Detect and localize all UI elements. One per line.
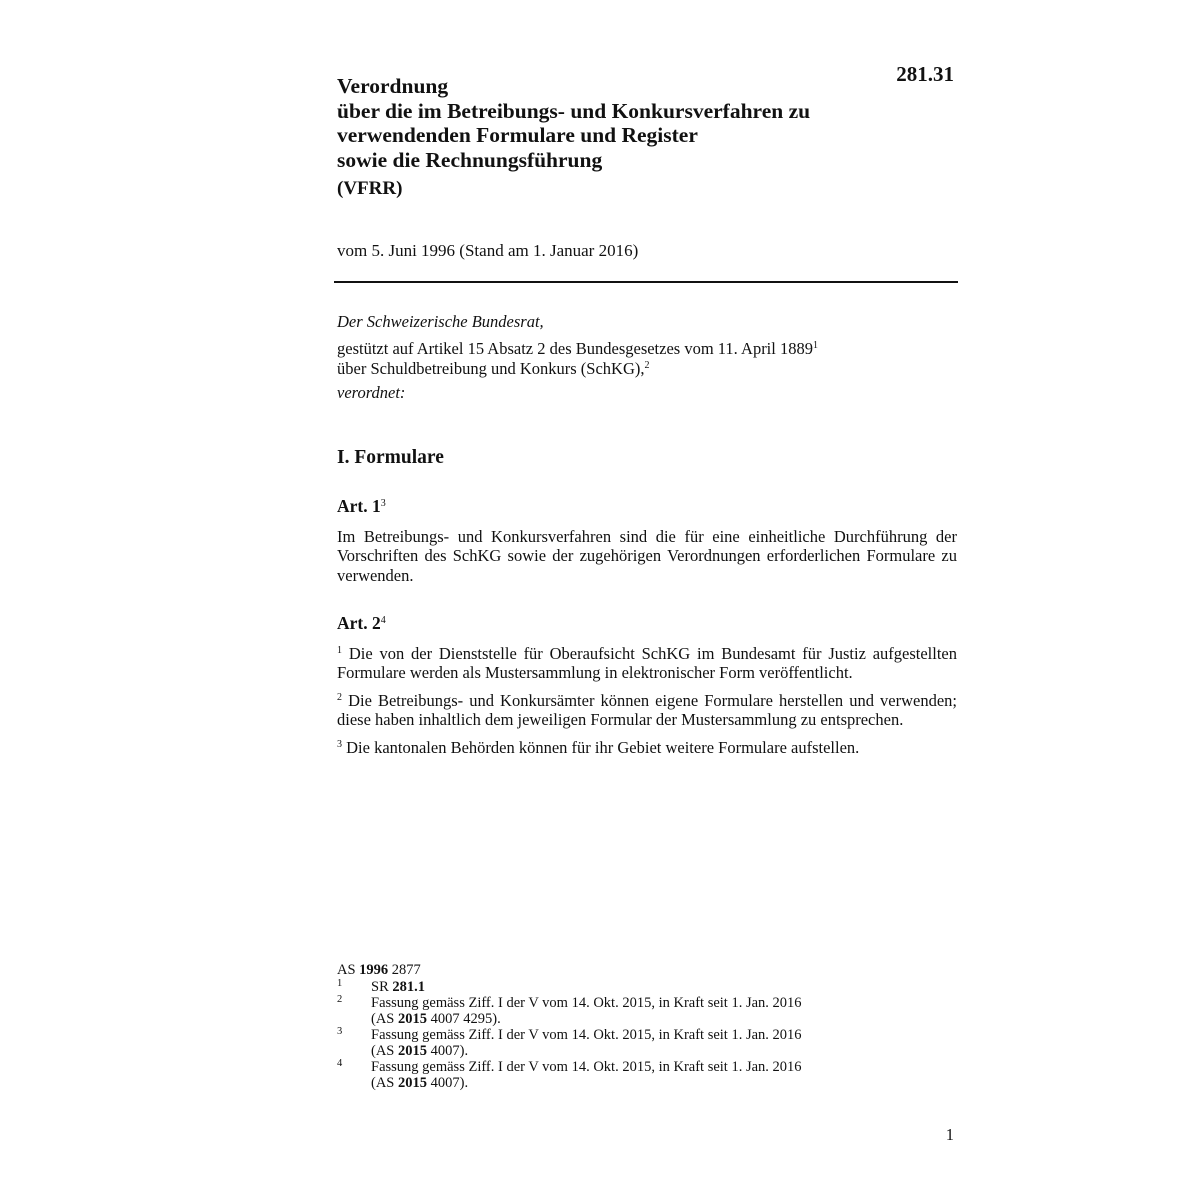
as-year: 1996	[359, 962, 389, 978]
paragraph-text: Die von der Dienststelle für Oberaufsicht SchKG im Bundesamt für Justiz aufgestellten Formulare werden als Mustersammlung in elektronischer Form veröffentlicht.	[337, 643, 958, 682]
article-paragraph	[337, 738, 957, 758]
footnote-text: 4007 4295).	[427, 1011, 501, 1027]
footnote-text: 4007).	[427, 1075, 469, 1091]
title-line: Verordnung	[337, 74, 449, 98]
title-line: verwendenden Formulare und Register	[337, 123, 698, 147]
footnote-bold: 2015	[398, 1011, 427, 1027]
footnote-item	[337, 979, 897, 995]
footnote-bold: 2015	[398, 1075, 427, 1091]
footnote-number: 1	[337, 978, 343, 989]
footnote-item	[337, 1027, 897, 1059]
preamble-decree: verordnet:	[337, 383, 406, 402]
footnote-text: 4007).	[427, 1043, 469, 1059]
footnotes	[337, 962, 897, 1091]
article-1	[337, 497, 957, 593]
article-paragraph	[337, 644, 957, 683]
article-label: Art. 1	[337, 496, 381, 516]
paragraph-text: Die Betreibungs- und Konkursämter können eigene Formulare herstellen und verwenden; diese haben inhaltlich dem jeweiligen Formular der Mustersammlung zu entsprechen.	[337, 690, 957, 729]
footnote-ref[interactable]: 1	[812, 340, 818, 351]
footnote-ref[interactable]: 3	[380, 498, 386, 509]
article-paragraph	[337, 527, 957, 586]
footnote-text: (AS	[371, 1075, 398, 1091]
footnote-text: Fassung gemäss Ziff. I der V vom 14. Okt. 2015, in Kraft seit 1. Jan. 2016	[371, 995, 802, 1011]
paragraph-number: 1	[337, 644, 342, 656]
article-paragraph	[337, 691, 957, 730]
as-page: 2877	[391, 962, 421, 978]
article-heading	[337, 614, 957, 634]
title-line: sowie die Rechnungsführung	[337, 147, 603, 172]
footnote-number: 3	[337, 1026, 343, 1037]
footnote-number: 2	[337, 994, 343, 1005]
footnote-ref[interactable]: 2	[644, 360, 650, 371]
footnote-number: 4	[337, 1058, 343, 1069]
paragraph-number: 3	[337, 738, 342, 750]
paragraph-text: Die kantonalen Behörden können für ihr Gebiet weitere Formulare aufstellen.	[346, 737, 860, 757]
paragraph-number: 2	[337, 691, 342, 703]
article-heading	[337, 497, 957, 517]
article-label: Art. 2	[337, 613, 381, 633]
legal-basis-text: über Schuldbetreibung und Konkurs (SchKG),	[337, 359, 645, 378]
sr-number: 281.31	[896, 62, 954, 86]
as-prefix: AS	[337, 962, 356, 978]
footnote-item	[337, 995, 897, 1027]
official-collection-ref	[337, 962, 897, 978]
ordinance-date: vom 5. Juni 1996 (Stand am 1. Januar 2016)	[337, 241, 639, 260]
footnote-text: SR	[371, 979, 393, 995]
footnote-bold: 2015	[398, 1043, 427, 1059]
page-number: 1	[945, 1125, 954, 1144]
footnote-text: Fassung gemäss Ziff. I der V vom 14. Okt. 2015, in Kraft seit 1. Jan. 2016	[371, 1059, 802, 1075]
footnote-ref[interactable]: 4	[380, 615, 386, 626]
footnote-bold: 281.1	[392, 979, 425, 995]
section-heading: I. Formulare	[337, 447, 444, 468]
footnote-text: (AS	[371, 1011, 398, 1027]
footnote-text: Fassung gemäss Ziff. I der V vom 14. Okt. 2015, in Kraft seit 1. Jan. 2016	[371, 1027, 802, 1043]
footnote-item	[337, 1059, 897, 1091]
preamble-issuer: Der Schweizerische Bundesrat,	[337, 312, 544, 331]
title-divider	[334, 281, 958, 283]
ordinance-abbreviation: (VFRR)	[337, 178, 403, 199]
ordinance-title	[337, 74, 897, 172]
title-line: über die im Betreibungs- und Konkursverfahren zu	[337, 98, 811, 123]
footnote-text: (AS	[371, 1043, 398, 1059]
preamble	[337, 312, 957, 403]
article-2	[337, 614, 957, 765]
paragraph-text: Im Betreibungs- und Konkursverfahren sind die für eine einheitliche Durchführung der Vorschriften des SchKG sowie der zugehörigen Verordnungen erforderlichen Formulare zu verwenden.	[337, 526, 957, 585]
preamble-legal-basis	[337, 339, 957, 379]
legal-basis-text: gestützt auf Artikel 15 Absatz 2 des Bundesgesetzes vom 11. April 1889	[337, 339, 813, 358]
